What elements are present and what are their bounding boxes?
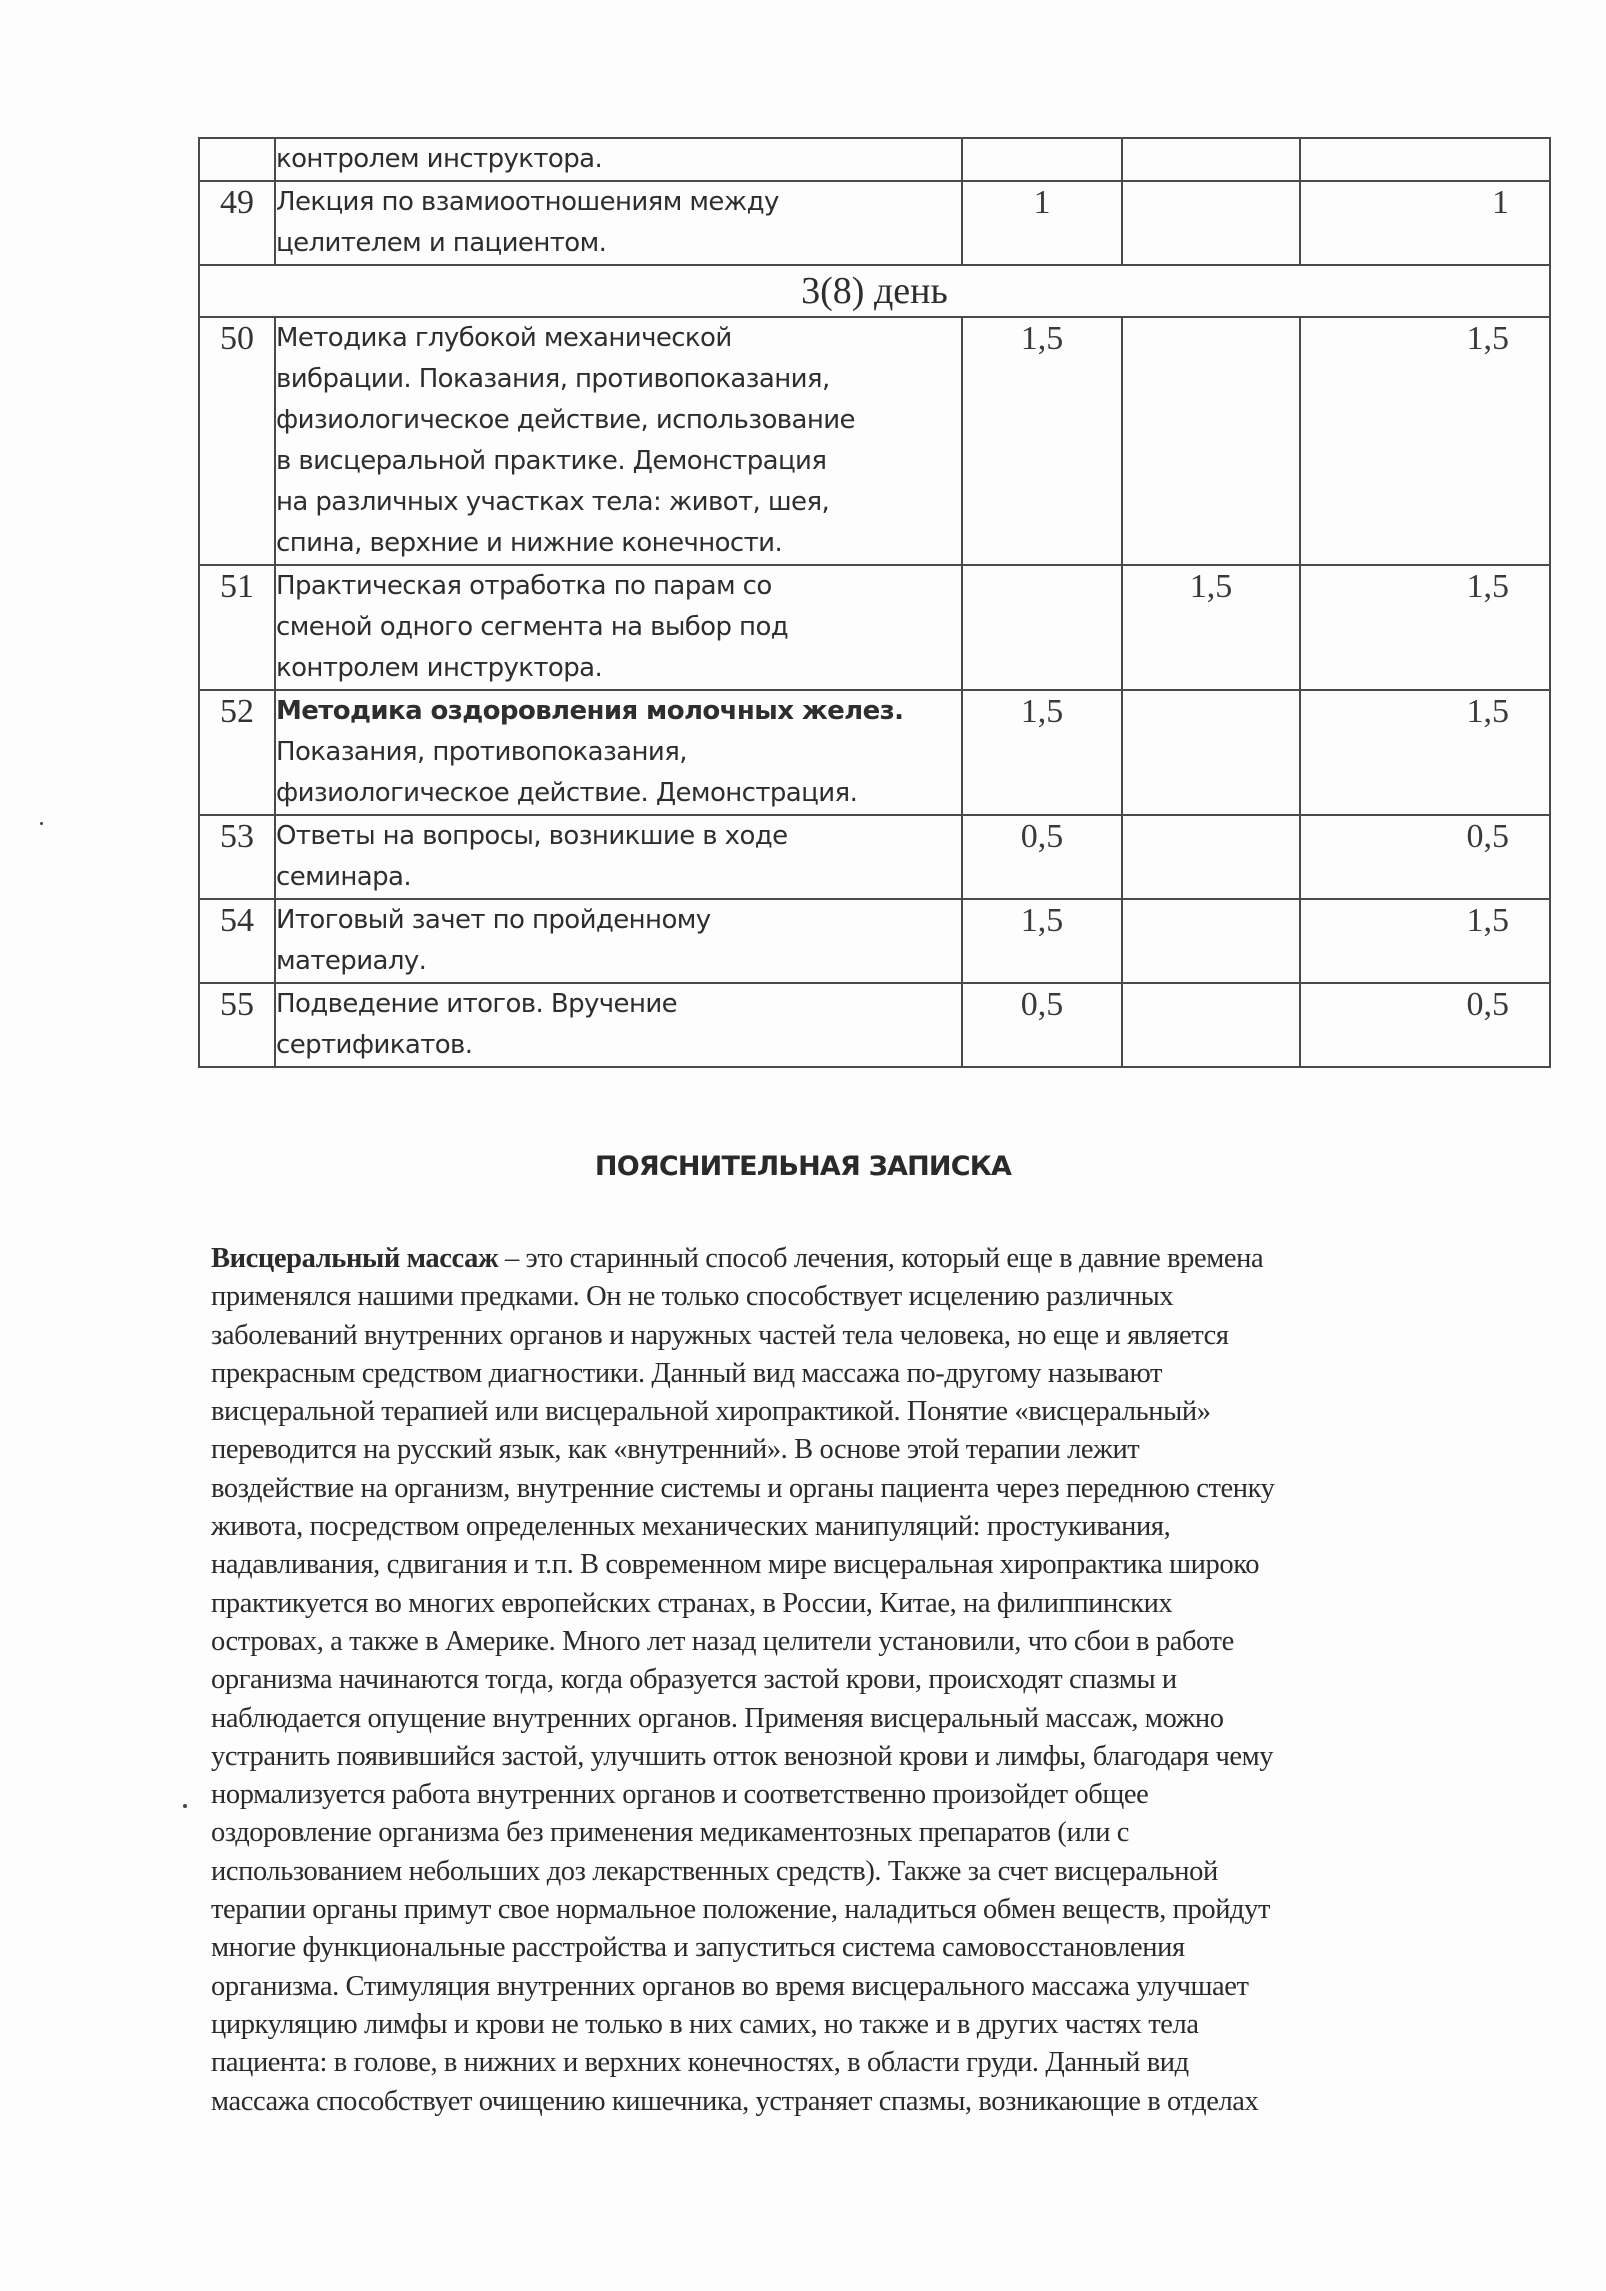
lecture-hours xyxy=(962,565,1122,690)
practice-hours xyxy=(1122,983,1300,1067)
topic-cell xyxy=(275,899,962,983)
note-line: наблюдается опущение внутренних органов. Применяя висцеральный массаж, можно xyxy=(211,1702,1224,1734)
lecture-hours: 1,5 xyxy=(962,317,1122,565)
topic-line: Итоговый зачет по пройденному xyxy=(276,905,711,935)
practice-hours xyxy=(1122,690,1300,815)
practice-hours xyxy=(1122,138,1300,181)
scan-speck xyxy=(40,822,43,825)
note-line: островах, а также в Америке. Много лет назад целители установили, что сбои в работе xyxy=(211,1625,1234,1657)
total-hours xyxy=(1300,138,1550,181)
note-line-0 xyxy=(211,1240,1551,1278)
note-line: практикуется во многих европейских странах, в России, Китае, на филиппинских xyxy=(211,1587,1173,1619)
note-line: нормализуется работа внутренних органов и соответственно произойдет общее xyxy=(211,1779,1149,1811)
note-line: прекрасным средством диагностики. Данный вид массажа по-другому называют xyxy=(211,1357,1163,1389)
note-line: пациента: в голове, в нижних и верхних конечностях, в области груди. Данный вид xyxy=(211,2047,1189,2079)
topic-cell xyxy=(275,815,962,899)
topic-cell xyxy=(275,565,962,690)
row-number: 50 xyxy=(199,317,275,565)
topic-line: вибрации. Показания, противопоказания, xyxy=(276,364,830,394)
topic-line: целителем и пациентом. xyxy=(276,228,607,258)
row-number xyxy=(199,138,275,181)
topic-line: физиологическое действие. Демонстрация. xyxy=(276,778,858,808)
note-line: заболеваний внутренних органов и наружных частей тела человека, но еще и является xyxy=(211,1319,1229,1351)
topic-cell xyxy=(275,983,962,1067)
note-lead-term: Висцеральный массаж xyxy=(211,1243,499,1274)
topic-line: физиологическое действие, использование xyxy=(276,405,855,435)
topic-line: Ответы на вопросы, возникшие в ходе xyxy=(276,821,788,851)
topic-line: контролем инструктора. xyxy=(276,653,603,683)
scan-speck xyxy=(183,1804,187,1808)
topic-line: спина, верхние и нижние конечности. xyxy=(276,528,783,558)
schedule-table xyxy=(198,137,1551,1068)
explanatory-note-body xyxy=(211,1240,1551,2121)
row-number: 53 xyxy=(199,815,275,899)
topic-line: семинара. xyxy=(276,862,412,892)
explanatory-note-title: ПОЯСНИТЕЛЬНАЯ ЗАПИСКА xyxy=(594,1151,1012,1182)
lecture-hours: 1 xyxy=(962,181,1122,265)
practice-hours xyxy=(1122,815,1300,899)
note-line: терапии органы примут свое нормальное положение, наладиться обмен веществ, пройдут xyxy=(211,1894,1271,1926)
note-line: воздействие на организм, внутренние системы и органы пациента через переднюю стенку xyxy=(211,1472,1275,1504)
topic-line: Методика оздоровления молочных желез. xyxy=(276,696,904,726)
topic-line: на различных участках тела: живот, шея, xyxy=(276,487,830,517)
row-number: 54 xyxy=(199,899,275,983)
topic-cell xyxy=(275,138,962,181)
note-line: применялся нашими предками. Он не только способствует исцелению различных xyxy=(211,1281,1174,1313)
total-hours: 1,5 xyxy=(1300,690,1550,815)
topic-line: Практическая отработка по парам со xyxy=(276,571,772,601)
topic-line: сертификатов. xyxy=(276,1030,473,1060)
day-header: 3(8) день xyxy=(199,265,1550,317)
topic-line: материалу. xyxy=(276,946,427,976)
topic-line: Лекция по взамиоотношениям между xyxy=(276,187,779,217)
total-hours: 0,5 xyxy=(1300,815,1550,899)
note-line: устранить появившийся застой, улучшить отток венозной крови и лимфы, благодаря чему xyxy=(211,1740,1274,1772)
lecture-hours: 0,5 xyxy=(962,815,1122,899)
table-row xyxy=(199,690,1550,815)
table-row xyxy=(199,815,1550,899)
day-header-row xyxy=(199,265,1550,317)
table-row xyxy=(199,983,1550,1067)
table-row xyxy=(199,317,1550,565)
total-hours: 1 xyxy=(1300,181,1550,265)
note-line-0-text: – это старинный способ лечения, который еще в давние времена xyxy=(498,1243,1264,1274)
total-hours: 0,5 xyxy=(1300,983,1550,1067)
note-line: многие функциональные расстройства и запуститься система самовосстановления xyxy=(211,1932,1185,1964)
table-row xyxy=(199,899,1550,983)
note-line: организма. Стимуляция внутренних органов во время висцерального массажа улучшает xyxy=(211,1970,1249,2002)
table-row xyxy=(199,181,1550,265)
table-row xyxy=(199,138,1550,181)
total-hours: 1,5 xyxy=(1300,317,1550,565)
row-number: 55 xyxy=(199,983,275,1067)
row-number: 49 xyxy=(199,181,275,265)
practice-hours xyxy=(1122,317,1300,565)
schedule-table-body xyxy=(199,138,1550,1067)
lecture-hours: 1,5 xyxy=(962,899,1122,983)
topic-line: контролем инструктора. xyxy=(276,144,603,174)
row-number: 52 xyxy=(199,690,275,815)
row-number: 51 xyxy=(199,565,275,690)
topic-cell xyxy=(275,181,962,265)
practice-hours xyxy=(1122,899,1300,983)
note-line: использованием небольших доз лекарственных средств). Также за счет висцеральной xyxy=(211,1855,1218,1887)
note-line: висцеральной терапией или висцеральной хиропрактикой. Понятие «висцеральный» xyxy=(211,1396,1211,1428)
topic-line: Показания, противопоказания, xyxy=(276,737,687,767)
total-hours: 1,5 xyxy=(1300,565,1550,690)
note-line: организма начинаются тогда, когда образуется застой крови, происходят спазмы и xyxy=(211,1664,1177,1696)
topic-line: Подведение итогов. Вручение xyxy=(276,989,678,1019)
table-row xyxy=(199,565,1550,690)
note-line: живота, посредством определенных механических манипуляций: простукивания, xyxy=(211,1511,1171,1543)
topic-line: Методика глубокой механической xyxy=(276,323,732,353)
lecture-hours: 0,5 xyxy=(962,983,1122,1067)
topic-line: в висцеральной практике. Демонстрация xyxy=(276,446,827,476)
note-line: массажа способствует очищению кишечника, устраняет спазмы, возникающие в отделах xyxy=(211,2085,1259,2117)
note-line: надавливания, сдвигания и т.п. В современном мире висцеральная хиропрактика широко xyxy=(211,1549,1260,1581)
note-line: переводится на русский язык, как «внутренний». В основе этой терапии лежит xyxy=(211,1434,1140,1466)
topic-cell xyxy=(275,317,962,565)
lecture-hours: 1,5 xyxy=(962,690,1122,815)
total-hours: 1,5 xyxy=(1300,899,1550,983)
topic-line: сменой одного сегмента на выбор под xyxy=(276,612,789,642)
note-line: оздоровление организма без применения медикаментозных препаратов (или с xyxy=(211,1817,1130,1849)
lecture-hours xyxy=(962,138,1122,181)
topic-cell xyxy=(275,690,962,815)
practice-hours: 1,5 xyxy=(1122,565,1300,690)
practice-hours xyxy=(1122,181,1300,265)
note-line: циркуляцию лимфы и крови не только в них самих, но также и в других частях тела xyxy=(211,2008,1199,2040)
